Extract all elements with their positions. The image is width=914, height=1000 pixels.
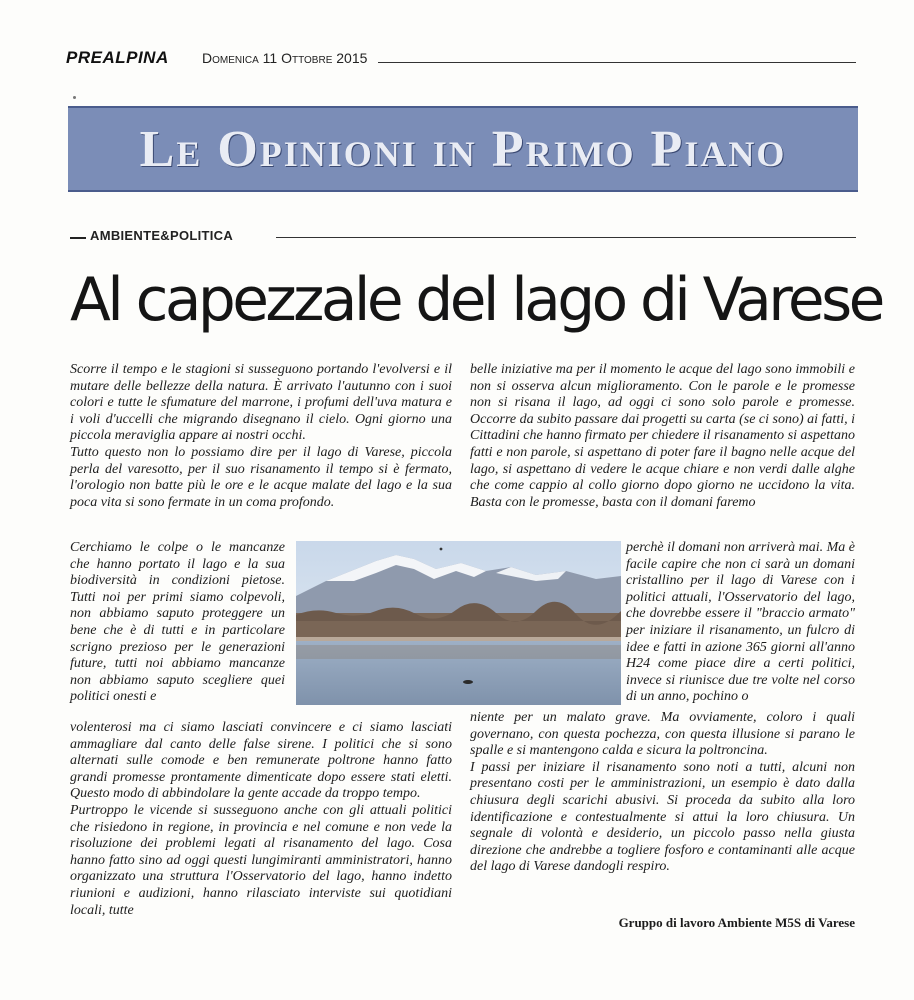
paragraph: I passi per iniziare il risanamento sono noti a tutti, alcuni non presentano costi per le amministrazioni, un esempio è dato dalla chiusura degli scarichi abusivi. Si proceda da subito alla loro identificazione e contestualmente si attui la loro chiusura. Un segnale di volontà e desiderio, un piccolo passo nella giusta direzione che andrebbe a togliere fosforo e contaminanti alle acque del lago di Varese dandogli respiro. [470, 759, 855, 875]
article-signature: Gruppo di lavoro Ambiente M5S di Varese [618, 915, 855, 930]
paragraph: Scorre il tempo e le stagioni si susseguono portando l'evolversi e il mutare delle bellezze della natura. È arrivato l'autunno con i suoi colori e tutte le sfumature del marrone, i profumi dell'uva matura e i voli d'uccelli che migrando disegnano il cielo. Ogni giorno una piccola meraviglia appare ai nostri occhi. [70, 362, 452, 444]
paragraph: Purtroppo le vicende si susseguono anche con gli attuali politici che risiedono in regione, in provincia e nel comune e non vede la risoluzione dei problemi legati al risanamento del lago. Cosa hanno fatto sino ad oggi questi lungimiranti amministratori, hanno organizzato una struttura l'Osservatorio del lago, hanno indetto riunioni e audizioni, hanno rilasciato interviste sui quotidiani locali, tutte [70, 802, 452, 918]
paragraph: perchè il domani non arriverà mai. Ma è facile capire che non ci sarà un domani cristallino per il lago di Varese con i politici attuali, l'Osservatorio del lago, che dovrebbe essere il "braccio armato" per iniziare il risanamento, un fulcro di idee e fatti in azione 365 giorni all'anno H24 come piace dire a certi politici, invece si riunisce due tre volte nel corso di un anno, pochino o [626, 540, 855, 705]
article-column-2-top [470, 362, 855, 511]
section-rule [276, 237, 856, 238]
lake-photo-illustration [296, 541, 621, 705]
section-label: AMBIENTE&POLITICA [90, 228, 234, 243]
paragraph: volenterosi ma ci siamo lasciati convincere e ci siamo lasciati ammagliare dal canto delle false sirene. I politici che si sono alternati sulle comode e ben remunerate poltrone hanno fatto grandi promesse prontamente dimenticate dopo essere stati eletti. Questo modo di abbindolare la gente accade da troppo tempo. [70, 720, 452, 802]
tree-reflection [296, 645, 621, 659]
paragraph: niente per un malato grave. Ma ovviamente, coloro i quali governano, con questa pochezza, con questa illusione si parano le spalle e si mantengono calda e sicura la poltroncina. [470, 710, 855, 759]
masthead-rule [378, 62, 856, 63]
bird-on-water [463, 680, 473, 684]
section-dash [70, 237, 86, 239]
publication-date: Domenica 11 Ottobre 2015 [202, 50, 368, 66]
scan-speck [73, 96, 76, 99]
lake-landscape-photo [296, 541, 621, 705]
banner-title: Le Opinioni in Primo Piano [139, 121, 787, 178]
masthead [66, 46, 856, 72]
section-tag [70, 228, 856, 248]
shoreline [296, 637, 621, 641]
paragraph: Tutto questo non lo possiamo dire per il lago di Varese, piccola perla del varesotto, per il suo risanamento il tempo si è fermato, l'orologio non batte più le ore e le acque malate del lago e la sua poca vita si sono fermate in un coma profondo. [70, 444, 452, 510]
article-column-1-top [70, 362, 452, 511]
paragraph: belle iniziative ma per il momento le acque del lago sono immobili e non si osserva alcun miglioramento. Con le parole e le promesse non si risana il lago, ad oggi ci sono solo parole e promesse. Occorre da subito passare dai progetti su carta (se ci sono) ai fatti, i Cittadini che hanno firmato per chiedere il risanamento si aspettano fatti e non parole, si aspettano di poter fare il bagno nelle acque del lago, si aspettano di vedere le acque chiare e non verdi dalle alghe che come cappio al collo giorno dopo giorno ne uccidono la vita. Basta con le promesse, basta con il domani faremo [470, 362, 855, 510]
article-column-2-wrap [626, 540, 855, 706]
article-column-1-bottom [70, 720, 452, 919]
article-column-1-wrap [70, 540, 285, 706]
newspaper-name: PREALPINA [66, 48, 169, 67]
article-column-2-bottom [470, 710, 855, 876]
flying-bird [440, 548, 443, 551]
paragraph: Cerchiamo le colpe o le mancanze che hanno portato il lago e la sua biodiversità in condizioni pietose. Tutti noi per primi siamo colpevoli, non abbiamo saputo proteggere un bene che è di tutti e in particolare scrigno prezioso per le generazioni future, tutti noi abbiamo mancanze non abbiamo saputo scegliere quei politici onesti e [70, 540, 285, 705]
article-headline: Al capezzale del lago di Varese [70, 265, 882, 335]
section-banner [68, 106, 858, 192]
